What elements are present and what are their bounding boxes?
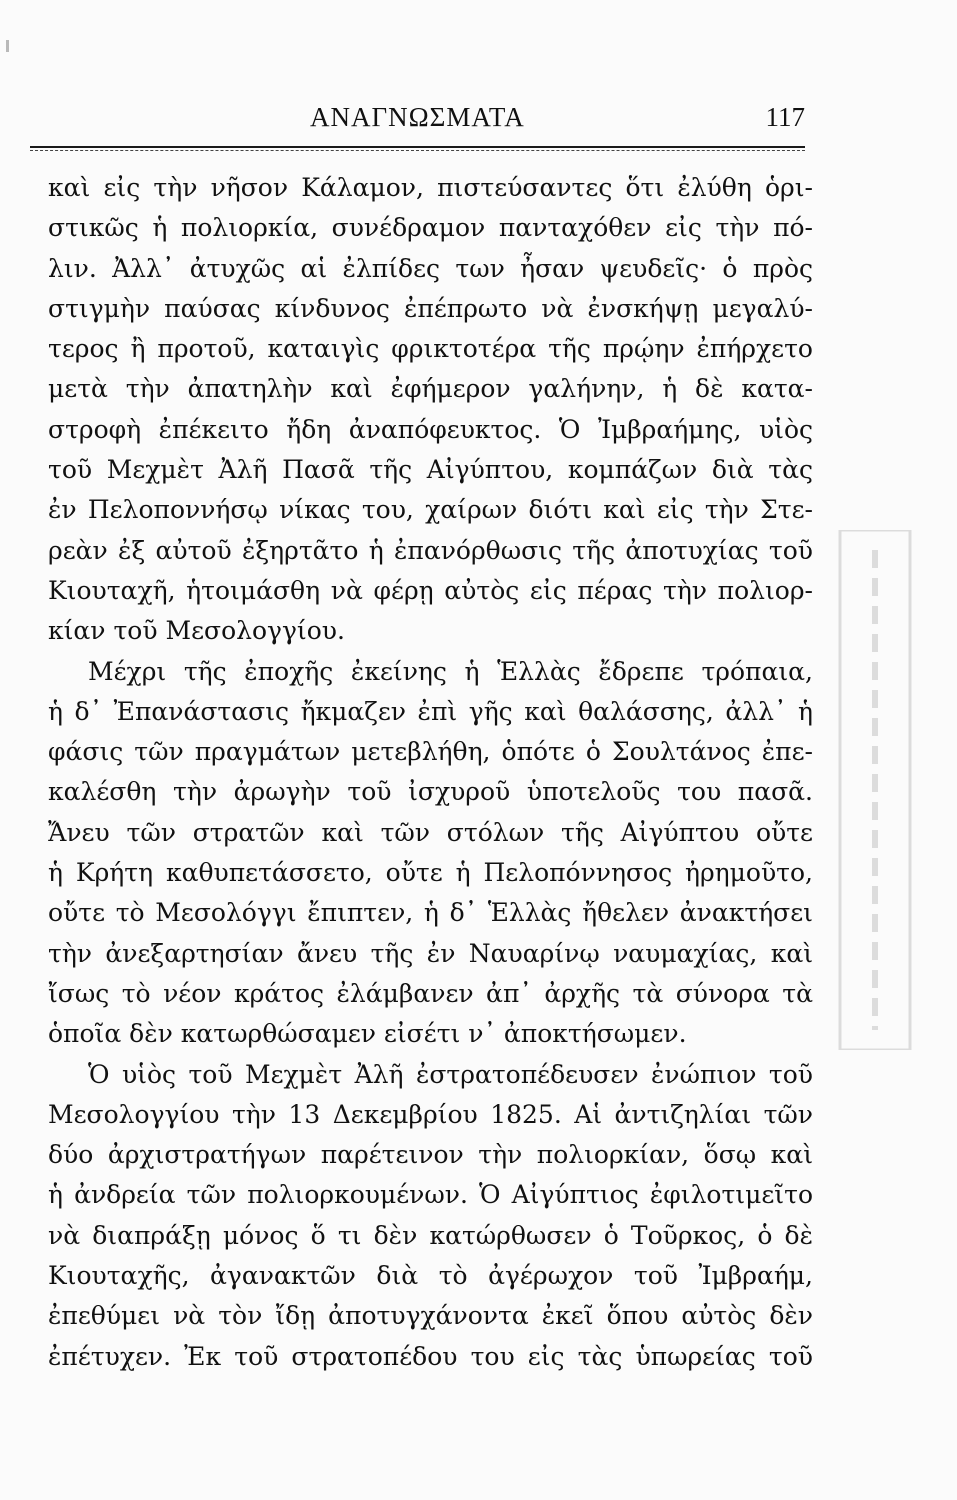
text-line: τοῦ Μεχμὲτ Ἀλῆ Πασᾶ τῆς Αἰγύπτου, κομπάζων διὰ τὰς	[48, 455, 813, 485]
text-line: καὶ εἰς τὴν νῆσον Κάλαμον, πιστεύσαντες ὅτι ἐλύθη ὁρι-	[48, 173, 813, 202]
text-line: κίαν τοῦ Μεσολογγίου.	[48, 616, 345, 646]
text-line: οὔτε τὸ Μεσολόγγι ἔπιπτεν, ἡ δ᾽ Ἑλλὰς ἤθελεν ἀνακτήσει	[48, 898, 813, 928]
text-line: δύο ἀρχιστρατήγων παρέτεινον τὴν πολιορκίαν, ὅσῳ καὶ	[48, 1140, 813, 1170]
text-line: ἡ δ᾽ Ἐπανάστασις ἤκμαζεν ἐπὶ γῆς καὶ θαλάσσης, ἀλλ᾽ ἡ	[48, 696, 813, 726]
paragraph-start-line: Μέχρι τῆς ἐποχῆς ἐκείνης ἡ Ἑλλὰς ἔδρεπε τρόπαια,	[88, 656, 813, 686]
text-line: Κιουταχῆς, ἀγανακτῶν διὰ τὸ ἀγέρωχον τοῦ Ἰμβραήμ,	[48, 1261, 813, 1291]
text-line: ἴσως τὸ νέον κράτος ἐλάμβανεν ἀπ᾽ ἀρχῆς τὰ σύνορα τὰ	[48, 978, 813, 1008]
text-line: τὴν ἀνεξαρτησίαν ἄνευ τῆς ἐν Ναυαρίνῳ ναυμαχίας, καὶ	[48, 938, 813, 968]
margin-stamp-mark	[820, 530, 930, 1050]
text-line: μετὰ τὴν ἀπατηλὴν καὶ ἐφήμερον γαλήνην, ἡ δὲ κατα-	[48, 374, 813, 404]
text-line: ὁποῖα δὲν κατωρθώσαμεν εἰσέτι ν᾽ ἀποκτήσωμεν.	[48, 1019, 687, 1049]
text-line: τερος ἢ προτοῦ, καταιγὶς φρικτοτέρα τῆς πρῴην ἐπήρχετο	[48, 334, 813, 364]
text-line: ἐν Πελοποννήσῳ νίκας του, χαίρων διότι καὶ εἰς τὴν Στε-	[48, 495, 813, 525]
text-line: Κιουταχῆ, ἡτοιμάσθη νὰ φέρῃ αὐτὸς εἰς πέρας τὴν πολιορ-	[48, 575, 813, 605]
text-line: ἡ Κρήτη καθυπετάσσετο, οὔτε ἡ Πελοπόννησος ἠρημοῦτο,	[48, 858, 813, 888]
text-line: ρεὰν ἐξ αὐτοῦ ἐξηρτᾶτο ἡ ἐπανόρθωσις τῆς ἀποτυχίας τοῦ	[48, 535, 813, 565]
header-rule-dashed	[30, 150, 805, 151]
text-line: στικῶς ἡ πολιορκία, συνέδραμον πανταχόθεν εἰς τὴν πό-	[48, 213, 813, 243]
header-rule	[30, 146, 805, 148]
text-line: Ἄνευ τῶν στρατῶν καὶ τῶν στόλων τῆς Αἰγύπτου οὔτε	[48, 817, 813, 847]
text-line: ἐπεθύμει νὰ τὸν ἴδῃ ἀποτυγχάνοντα ἐκεῖ ὅπου αὐτὸς δὲν	[48, 1301, 813, 1331]
text-line: καλέσθη τὴν ἀρωγὴν τοῦ ἰσχυροῦ ὑποτελοῦς του πασᾶ.	[48, 777, 813, 807]
text-line: φάσις τῶν πραγμάτων μετεβλήθη, ὁπότε ὁ Σουλτάνος ἐπε-	[48, 737, 813, 767]
text-line: στροφὴ ἐπέκειτο ἤδη ἀναπόφευκτος. Ὁ Ἰμβραήμης, υἱὸς	[48, 414, 813, 444]
page-header	[275, 102, 805, 142]
text-line: νὰ διαπράξῃ μόνος ὅ τι δὲν κατώρθωσεν ὁ Τοῦρκος, ὁ δὲ	[48, 1220, 813, 1250]
body-text	[48, 168, 813, 1377]
page-edge-mark	[6, 40, 9, 52]
text-line: Μεσολογγίου τὴν 13 Δεκεμβρίου 1825. Αἱ ἀντιζηλίαι τῶν	[48, 1099, 813, 1129]
text-line: ἐπέτυχεν. Ἐκ τοῦ στρατοπέδου του εἰς τὰς ὑπωρείας τοῦ	[48, 1341, 813, 1371]
text-line: λιν. Ἀλλ᾽ ἀτυχῶς αἱ ἐλπίδες των ἦσαν ψευδεῖς· ὁ πρὸς	[48, 253, 813, 283]
running-title: ΑΝΑΓΝΩΣΜΑΤΑ	[310, 102, 525, 132]
text-line: ἡ ἀνδρεία τῶν πολιορκουμένων. Ὁ Αἰγύπτιος ἐφιλοτιμεῖτο	[48, 1180, 813, 1210]
page-number: 117	[765, 102, 805, 132]
paragraph-start-line: Ὁ υἱὸς τοῦ Μεχμὲτ Ἀλῆ ἐστρατοπέδευσεν ἐνώπιον τοῦ	[88, 1059, 813, 1089]
text-line: στιγμὴν παύσας κίνδυνος ἐπέπρωτο νὰ ἐνσκήψῃ μεγαλύ-	[48, 293, 813, 323]
